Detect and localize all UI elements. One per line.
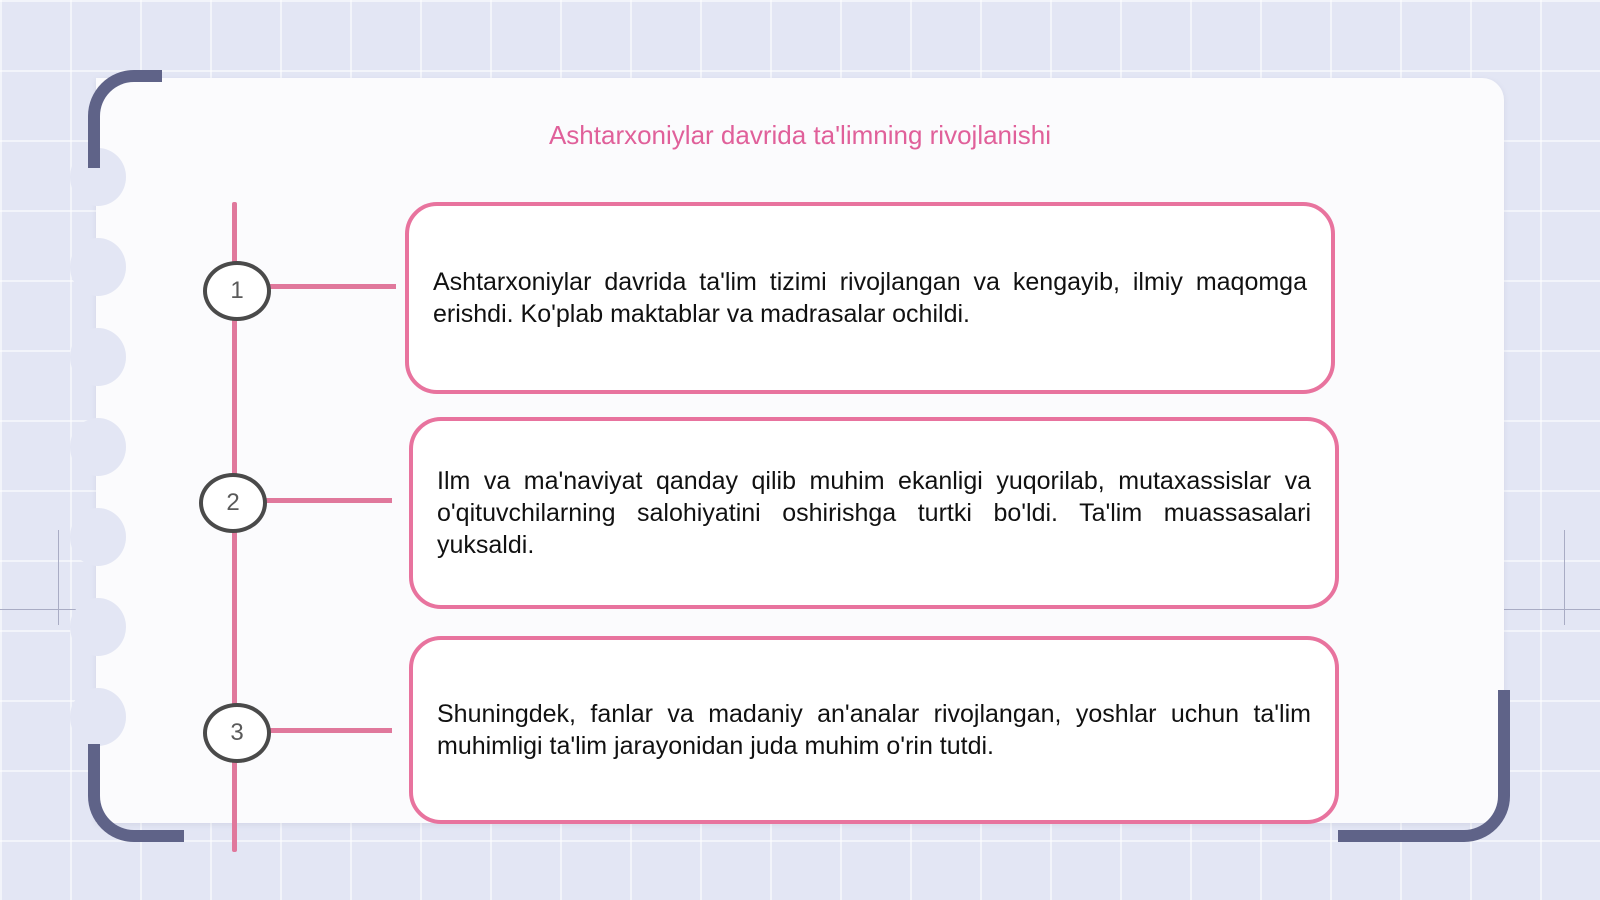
background-crosshair-right-v	[1564, 530, 1565, 625]
step-number-2: 2	[199, 473, 267, 533]
timeline-connector-1	[266, 284, 396, 289]
step-card-2	[409, 417, 1339, 609]
background-crosshair-right-h	[1500, 609, 1600, 610]
corner-bracket-bottom-right	[1338, 690, 1510, 842]
paper-notch	[70, 328, 126, 386]
timeline-connector-3	[266, 728, 392, 733]
page-title: Ashtarxoniylar davrida ta'limning rivojlanishi	[548, 120, 1052, 150]
paper-notch	[70, 598, 126, 656]
paper-notch	[70, 688, 126, 746]
step-number-1: 1	[203, 261, 271, 321]
paper-notch	[70, 418, 126, 476]
corner-bracket-top-left	[88, 70, 162, 168]
paper-notch	[70, 238, 126, 296]
step-card-1	[405, 202, 1335, 394]
step-text-1: Ashtarxoniylar davrida ta'lim tizimi rivojlangan va kengayib, ilmiy maqomga erishdi. Ko'plab maktablar va madrasalar ochildi.	[433, 268, 1307, 328]
step-card-3	[409, 636, 1339, 824]
step-number-3: 3	[203, 703, 271, 763]
background-crosshair-left-v	[58, 530, 59, 625]
corner-bracket-bottom-left	[88, 744, 184, 842]
timeline-connector-2	[262, 498, 392, 503]
step-text-2: Ilm va ma'naviyat qanday qilib muhim ekanligi yuqorilab, mutaxassislar va o'qituvchilarning salohiyatini oshirishga turtki bo'ldi. Ta'lim muassasalari yuksaldi.	[437, 467, 1311, 559]
step-text-3: Shuningdek, fanlar va madaniy an'analar rivojlangan, yoshlar uchun ta'lim muhimligi ta'lim jarayonidan juda muhim o'rin tutdi.	[437, 700, 1311, 760]
paper-notch	[70, 508, 126, 566]
